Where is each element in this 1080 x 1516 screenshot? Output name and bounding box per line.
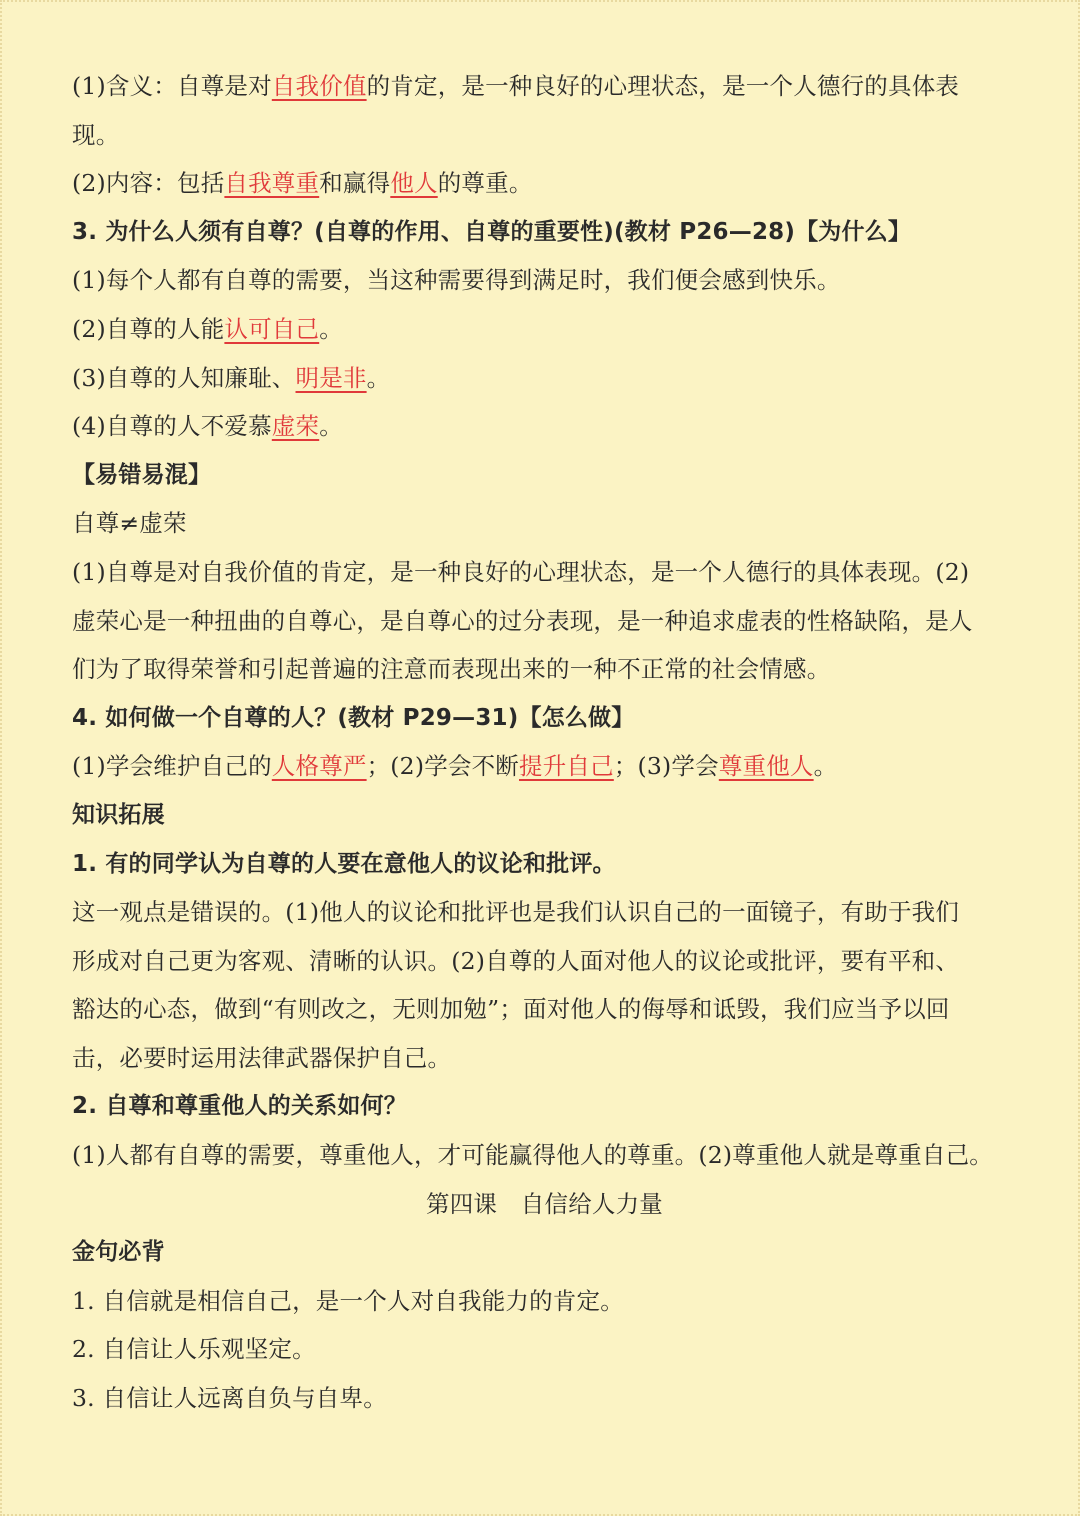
lesson-title: 第四课 自信给人力量 <box>426 1189 663 1218</box>
line-answer-2: (1)人都有自尊的需要，尊重他人，才可能赢得他人的尊重。(2)尊重他人就是尊重自己。 <box>72 1141 993 1170</box>
keyword-self-respect: 自我尊重 <box>224 169 320 198</box>
line-meaning: (1)含义：自尊是对自我价值的肯定，是一种良好的心理状态，是一个人德行的具体表 <box>72 72 960 100</box>
heading-knowledge-extension: 知识拓展 <box>72 801 165 828</box>
keyword-others: 他人 <box>390 169 438 198</box>
heading-common-mistakes: 【易错易混】 <box>72 461 212 488</box>
line-meaning-cont: 现。 <box>72 120 120 149</box>
line-why-2: (2)自尊的人能认可自己。 <box>72 314 343 343</box>
line-vanity-1: (1)自尊是对自我价值的肯定，是一种良好的心理状态，是一个人德行的具体表现。(2) <box>72 557 970 586</box>
line-vanity-2: 虚荣心是一种扭曲的自尊心，是自尊心的过分表现，是一种追求虚表的性格缺陷，是人 <box>72 606 973 635</box>
line-answer-1d: 击，必要时运用法律武器保护自己。 <box>72 1043 452 1072</box>
heading-question-2: 2. 自尊和尊重他人的关系如何？ <box>72 1093 407 1120</box>
line-content: (2)内容：包括自我尊重和赢得他人的尊重。 <box>72 169 533 198</box>
keyword-respect-others: 尊重他人 <box>718 752 814 781</box>
line-vanity-3: 们为了取得荣誉和引起普遍的注意而表现出来的一种不正常的社会情感。 <box>72 655 831 684</box>
line-golden-1: 1. 自信就是相信自己，是一个人对自我能力的肯定。 <box>72 1286 624 1315</box>
document-body <box>72 62 1017 1423</box>
heading-question-1: 1. 有的同学认为自尊的人要在意他人的议论和批评。 <box>72 850 616 877</box>
line-why-3: (3)自尊的人知廉耻、明是非。 <box>72 363 391 392</box>
line-golden-3: 3. 自信让人远离自负与自卑。 <box>72 1384 387 1413</box>
keyword-dignity: 人格尊严 <box>271 752 367 781</box>
heading-why-self-respect: 3. 为什么人须有自尊？(自尊的作用、自尊的重要性)(教材 P26—28)【为什么】 <box>72 218 912 245</box>
line-answer-1c: 豁达的心态，做到“有则改之，无则加勉”；面对他人的侮辱和诋毁，我们应当予以回 <box>72 995 950 1024</box>
keyword-self-value: 自我价值 <box>271 72 367 100</box>
heading-how-to: 4. 如何做一个自尊的人？(教材 P29—31)【怎么做】 <box>72 704 635 731</box>
line-why-4: (4)自尊的人不爱慕虚荣。 <box>72 412 343 441</box>
keyword-accept-self: 认可自己 <box>224 314 320 343</box>
keyword-vanity: 虚荣 <box>271 412 320 441</box>
line-answer-1a: 这一观点是错误的。(1)他人的议论和批评也是我们认识自己的一面镜子，有助于我们 <box>72 898 960 927</box>
keyword-improve-self: 提升自己 <box>519 752 614 781</box>
line-how-to: (1)学会维护自己的人格尊严；(2)学会不断提升自己；(3)学会尊重他人。 <box>72 752 838 781</box>
line-not-equal: 自尊≠虚荣 <box>72 509 187 538</box>
line-why-1: (1)每个人都有自尊的需要，当这种需要得到满足时，我们便会感到快乐。 <box>72 266 841 295</box>
heading-golden-sentences: 金句必背 <box>72 1239 165 1266</box>
keyword-right-wrong: 明是非 <box>295 363 367 392</box>
line-golden-2: 2. 自信让人乐观坚定。 <box>72 1335 316 1364</box>
line-answer-1b: 形成对自己更为客观、清晰的认识。(2)自尊的人面对他人的议论或批评，要有平和、 <box>72 946 960 975</box>
